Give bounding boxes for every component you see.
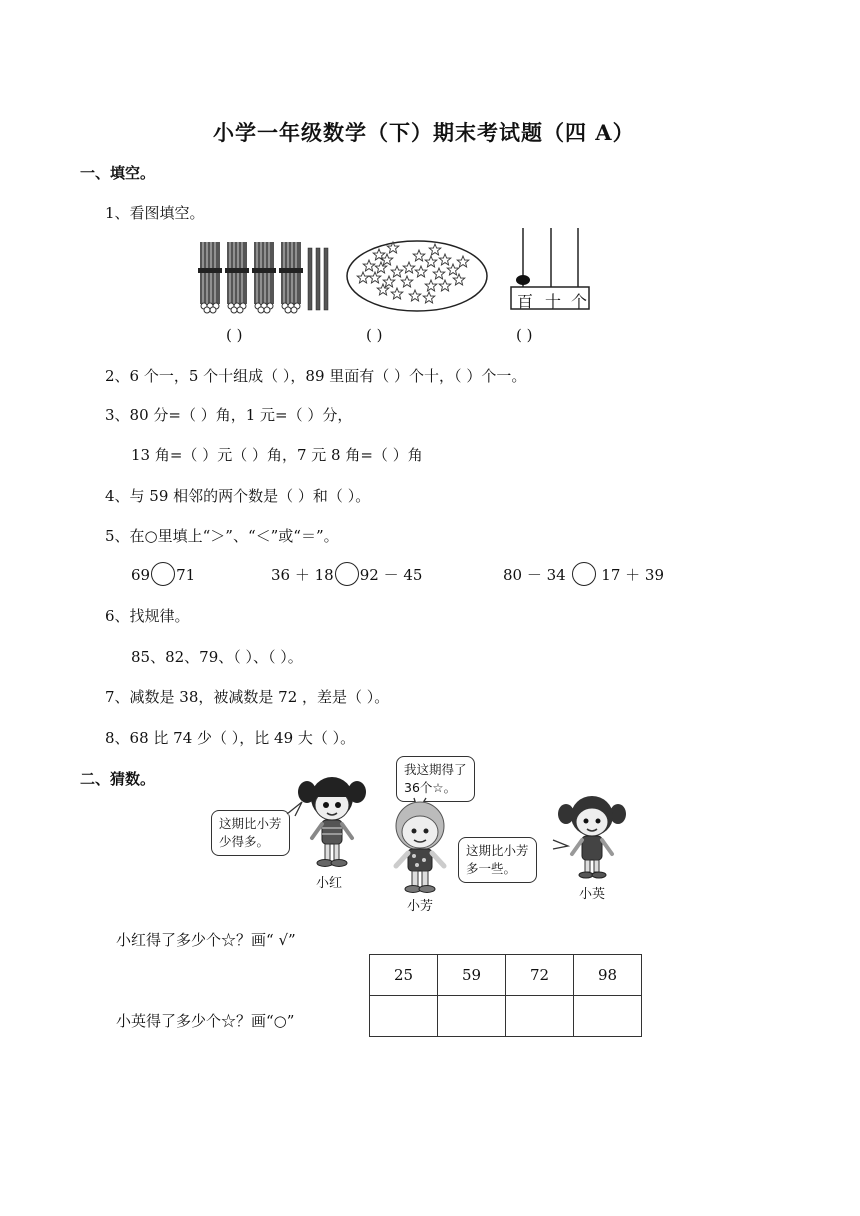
q6-text: 6、找规律。 <box>105 607 190 625</box>
q4-text: 4、与 59 相邻的两个数是（ ）和（ ）。 <box>105 487 371 505</box>
abacus-label-tens: 十 <box>545 292 562 311</box>
girl-xiaoying-icon <box>556 790 628 882</box>
q1-answer-blank-1[interactable]: ( ) <box>226 326 243 344</box>
name-label-xiaoying: 小英 <box>579 887 606 902</box>
girl-xiaohong-icon <box>298 770 366 870</box>
q7-text: 7、减数是 38，被减数是 72 ，差是（ ）。 <box>105 688 390 706</box>
q2-text: 2、6 个一，5 个十组成（ ），89 里面有（ ）个十，（ ）个一。 <box>105 367 527 385</box>
speech-bubble-left <box>211 810 290 856</box>
q5-compare-2 <box>271 564 422 588</box>
q5-compare-3 <box>503 564 664 588</box>
table-answer-cell[interactable] <box>506 996 574 1037</box>
q5-text: 5、在○里填上“＞”、“＜”或“＝”。 <box>105 527 339 545</box>
compare-circle[interactable] <box>335 562 359 586</box>
table-row <box>370 996 642 1037</box>
bubble-left-line-1: 这期比小芳 <box>219 816 282 831</box>
bubble-middle-line-1: 我这期得了 <box>404 762 467 777</box>
stick-bundles-figure <box>198 240 338 314</box>
q5-right-1: 71 <box>176 566 196 584</box>
speech-bubble-right <box>458 837 537 883</box>
answer-table <box>369 954 642 1037</box>
prompt-xiaoying: 小英得了多少个☆？画“○” <box>116 1012 295 1030</box>
girl-xiaofang-icon <box>384 800 456 896</box>
section2-heading: 二、猜数。 <box>80 770 156 788</box>
table-answer-cell[interactable] <box>370 996 438 1037</box>
table-cell-value: 98 <box>574 955 642 996</box>
bubble-middle-line-2: 36个☆。 <box>404 780 457 795</box>
q5-left-2: 36 ＋ 18 <box>271 566 334 584</box>
q5-left-3: 80 － 34 <box>503 566 566 584</box>
q3-text-a: 3、80 分=（ ）角，1 元=（ ）分， <box>105 406 353 424</box>
table-answer-cell[interactable] <box>574 996 642 1037</box>
section1-heading: 一、填空。 <box>80 164 156 182</box>
page-title: 小学一年级数学（下）期末考试题（四 A） <box>213 120 635 145</box>
q3-text-b: 13 角=（ ）元（ ）角，7 元 8 角=（ ）角 <box>131 446 423 464</box>
abacus-bead <box>516 275 530 285</box>
bubble-left-line-2: 少得多。 <box>219 834 270 849</box>
q5-right-3: 17 ＋ 39 <box>601 566 664 584</box>
q6-sequence: 85、82、79、（ ）、（ ）。 <box>131 648 303 666</box>
table-cell-value: 25 <box>370 955 438 996</box>
q1-answer-blank-3[interactable]: ( ) <box>516 326 533 344</box>
table-answer-cell[interactable] <box>438 996 506 1037</box>
stars-oval-figure <box>345 238 490 314</box>
compare-circle[interactable] <box>151 562 175 586</box>
q5-left-1: 69 <box>131 566 151 584</box>
compare-circle[interactable] <box>572 562 596 586</box>
q8-text: 8、68 比 74 少（ ），比 49 大（ ）。 <box>105 729 356 747</box>
abacus-label-hundreds: 百 <box>517 292 534 311</box>
name-label-xiaohong: 小红 <box>316 876 343 891</box>
name-label-xiaofang: 小芳 <box>407 899 434 914</box>
stick-bundle <box>198 242 222 313</box>
table-cell-value: 59 <box>438 955 506 996</box>
q5-compare-1 <box>131 564 195 588</box>
bubble-right-line-1: 这期比小芳 <box>466 843 529 858</box>
prompt-xiaohong: 小红得了多少个☆？画“ √” <box>116 931 296 949</box>
speech-bubble-middle <box>396 756 475 802</box>
q5-right-2: 92 － 45 <box>359 566 423 584</box>
table-row <box>370 955 642 996</box>
q1-answer-blank-2[interactable]: ( ) <box>366 326 383 344</box>
abacus-label-ones: 个 <box>571 292 588 311</box>
bubble-right-line-2: 多一些。 <box>466 861 517 876</box>
table-cell-value: 72 <box>506 955 574 996</box>
q1-text: 1、看图填空。 <box>105 204 205 222</box>
